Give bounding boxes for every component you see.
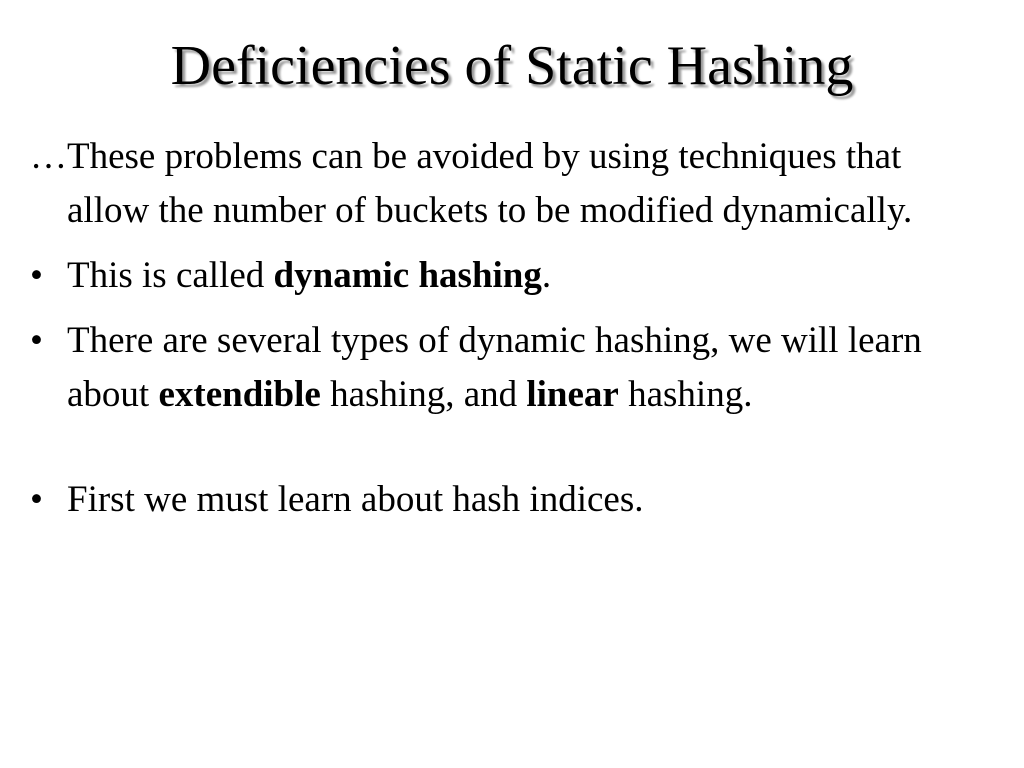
bullet-text: hashing. (618, 374, 753, 415)
bullet-item-hash-indices (30, 473, 990, 527)
bullet-text: . (541, 255, 552, 296)
bullet-icon: • (30, 320, 43, 361)
bullet-icon: • (30, 255, 43, 296)
spacer (30, 433, 990, 473)
bullet-item-dynamic-hashing (30, 249, 990, 303)
bullet-icon: • (30, 479, 43, 520)
bullet-text: First we must learn about hash indices. (67, 479, 644, 520)
bullet-item-types (30, 314, 990, 422)
bullet-bold-term: linear (526, 374, 619, 415)
bullet-bold-term: extendible (158, 374, 321, 415)
bullet-text: hashing, and (320, 374, 527, 415)
slide-title: Deficiencies of Static Hashing (170, 35, 854, 97)
intro-paragraph: …These problems can be avoided by using techniques that allow the number of buckets to be modified dynamically. (30, 136, 913, 231)
slide-body (30, 130, 990, 538)
bullet-text: There are several types of dynamic hashing, we will learn about (67, 320, 922, 415)
bullet-bold-term: dynamic hashing (273, 255, 542, 296)
bullet-text: This is called (67, 255, 274, 296)
